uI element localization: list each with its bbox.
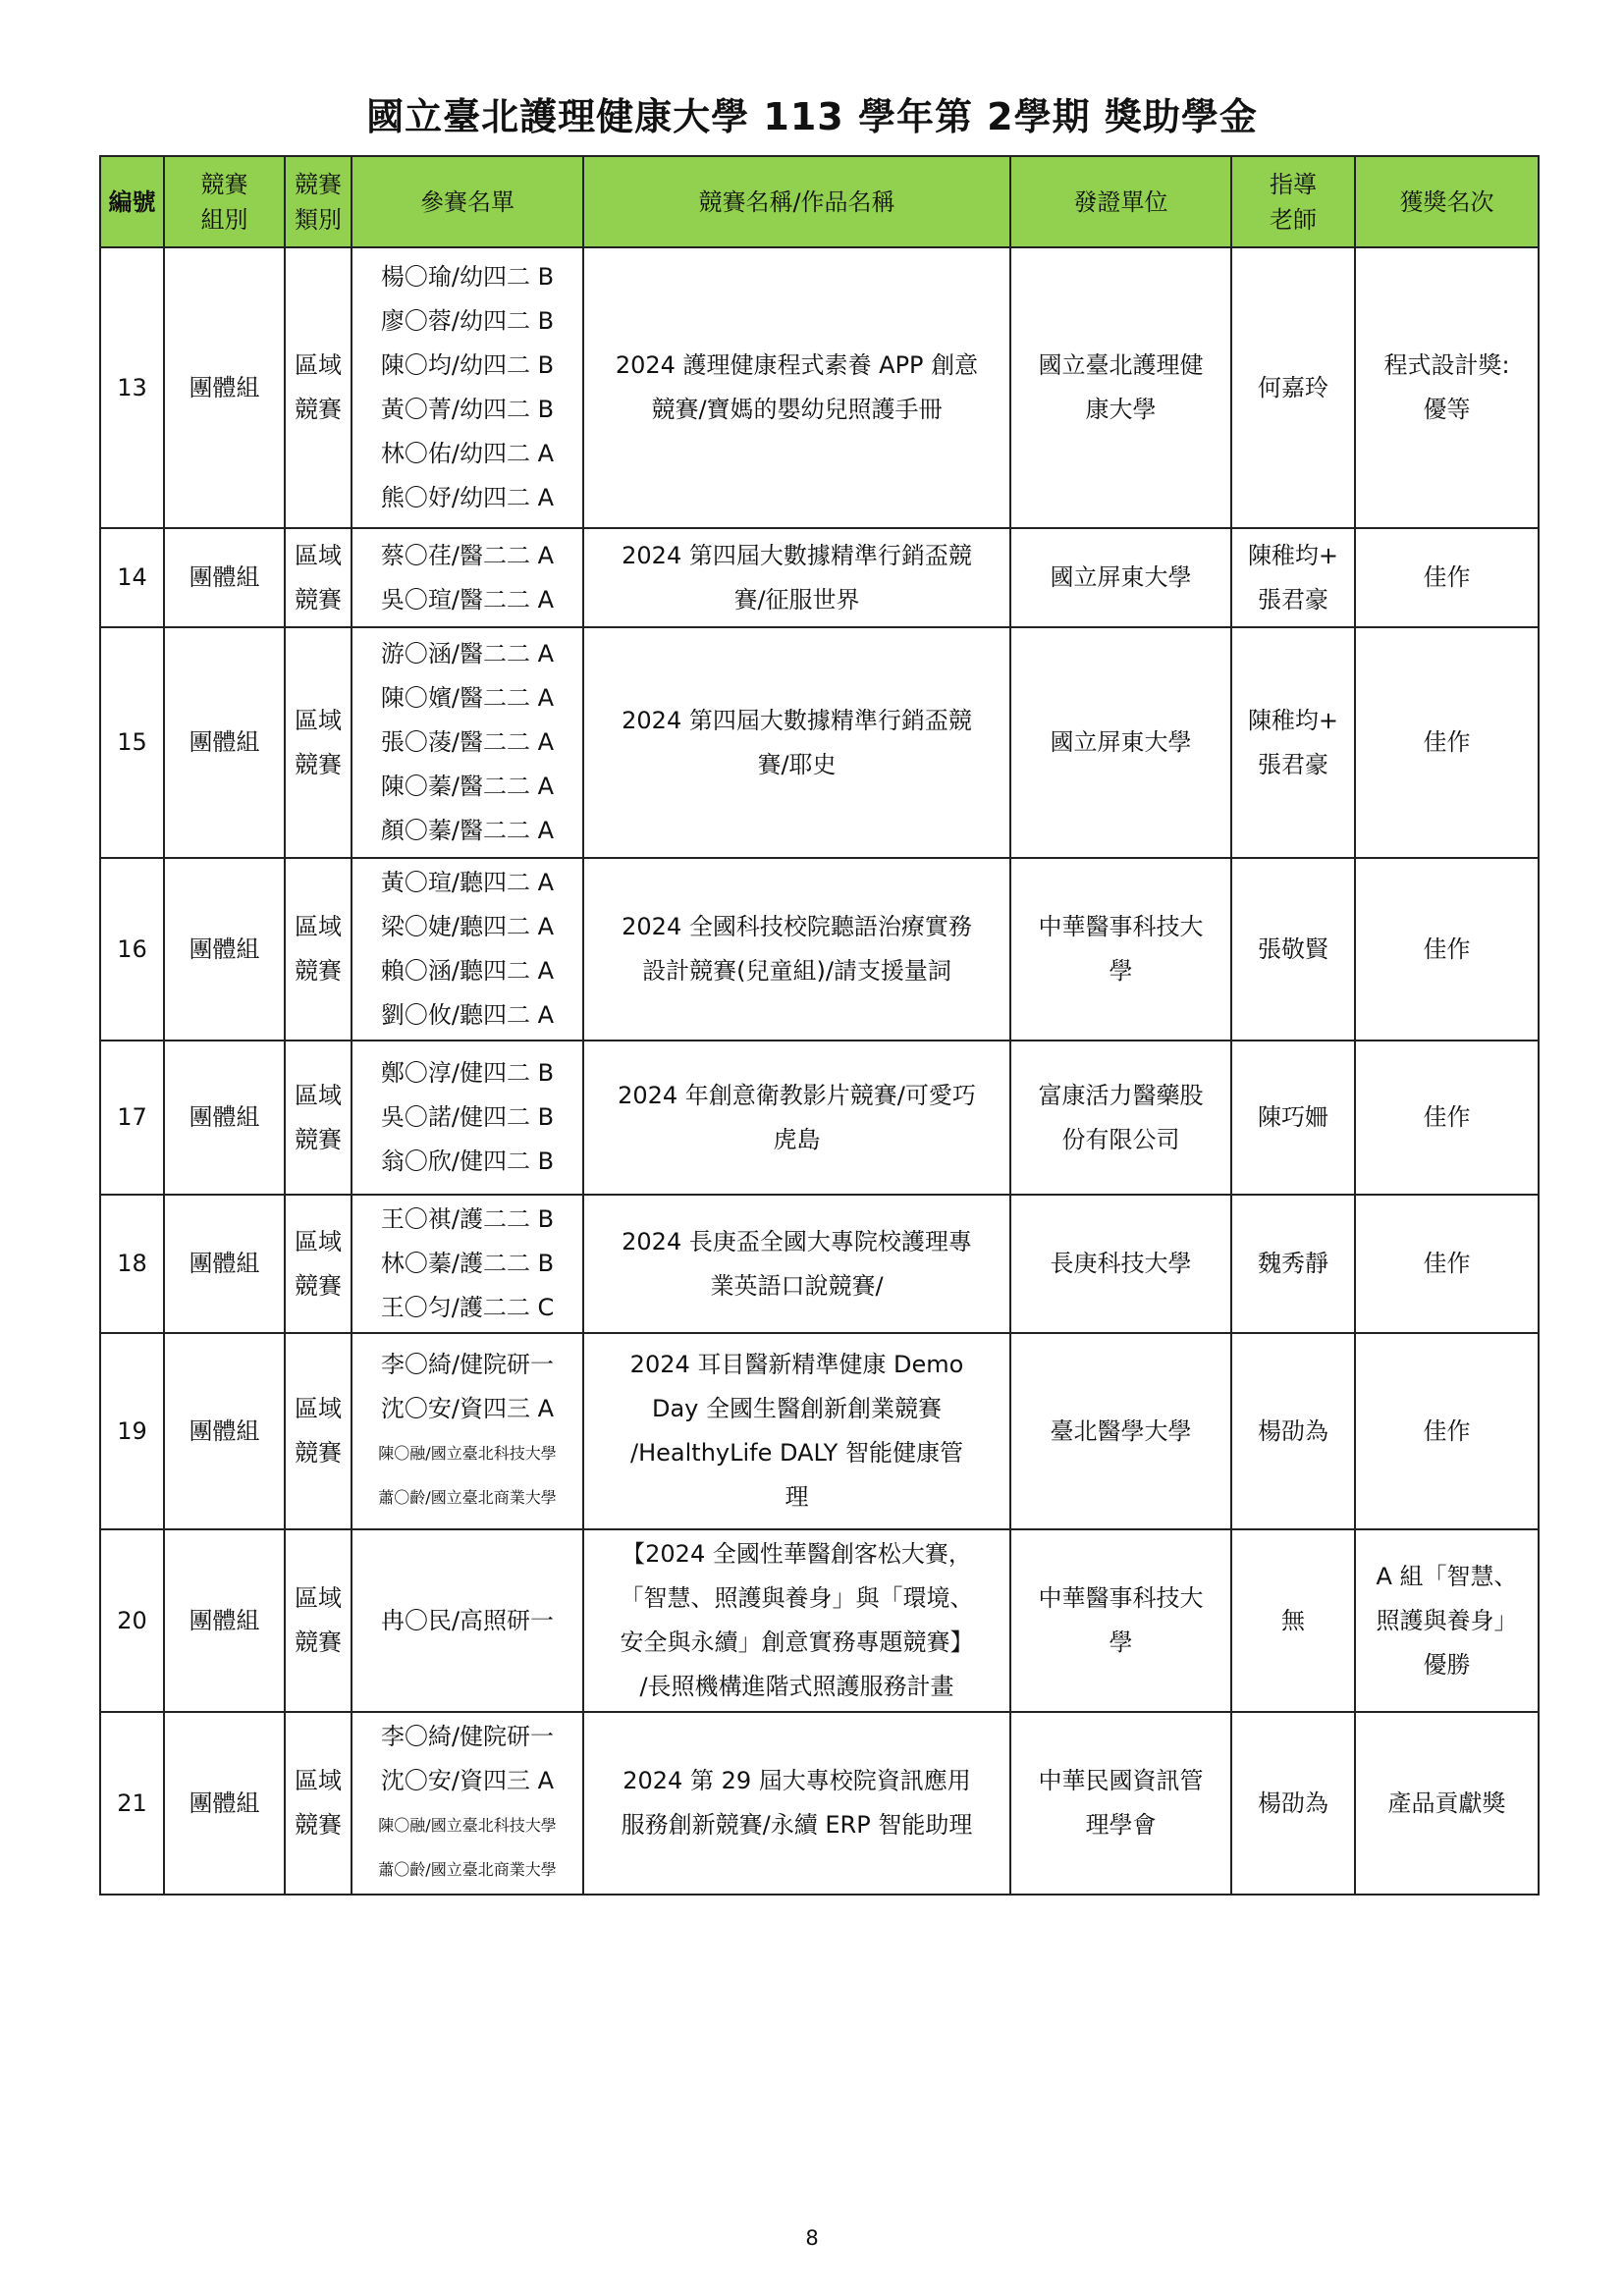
issuing-unit bbox=[1010, 627, 1231, 858]
contest-name bbox=[583, 1333, 1010, 1529]
competition-category bbox=[285, 1195, 352, 1333]
category-line: 競賽 bbox=[295, 1811, 342, 1839]
contest-name bbox=[583, 1529, 1010, 1712]
advisor-line: 楊劭為 bbox=[1258, 1789, 1328, 1817]
member-list bbox=[352, 1529, 583, 1712]
category-line: 競賽 bbox=[295, 750, 342, 778]
row-number: 20 bbox=[100, 1529, 164, 1712]
category-line: 區域 bbox=[295, 1584, 342, 1612]
table-row bbox=[100, 627, 1539, 858]
member-entry: 吳〇諾/健四二 B bbox=[380, 1103, 555, 1131]
advisor-line: 陳稚均+ bbox=[1247, 541, 1339, 569]
page-title: 國立臺北護理健康大學 113 學年第 2學期 獎助學金 bbox=[366, 95, 1258, 138]
competition-category bbox=[285, 627, 352, 858]
award-rank bbox=[1355, 627, 1539, 858]
award-line: A 組「智慧、 bbox=[1376, 1562, 1518, 1590]
contest-name bbox=[583, 247, 1010, 528]
contest-line: 業英語口說競賽/ bbox=[710, 1271, 884, 1300]
advisor bbox=[1231, 1529, 1355, 1712]
contest-line: 2024 第四屆大數據精準行銷盃競 bbox=[622, 541, 972, 569]
row-number: 15 bbox=[100, 627, 164, 858]
award-line: 佳作 bbox=[1423, 934, 1471, 963]
member-entry: 廖〇蓉/幼四二 B bbox=[380, 307, 555, 335]
competition-group: 團體組 bbox=[164, 858, 285, 1041]
advisor bbox=[1231, 1712, 1355, 1895]
category-line: 區域 bbox=[295, 1081, 342, 1109]
header-contest: 競賽名稱/作品名稱 bbox=[583, 156, 1010, 247]
issuing-unit bbox=[1010, 1195, 1231, 1333]
member-list bbox=[352, 1041, 583, 1195]
contest-line: 理 bbox=[785, 1483, 809, 1511]
award-rank bbox=[1355, 528, 1539, 627]
category-line: 競賽 bbox=[295, 585, 342, 614]
award-rank bbox=[1355, 858, 1539, 1041]
award-line: 佳作 bbox=[1423, 1250, 1471, 1277]
issuer-line: 富康活力醫藥股 bbox=[1038, 1081, 1204, 1109]
category-line: 競賽 bbox=[295, 957, 342, 985]
header-advisor: 指導 老師 bbox=[1231, 156, 1355, 247]
issuing-unit bbox=[1010, 247, 1231, 528]
competition-group: 團體組 bbox=[164, 1529, 285, 1712]
table-row bbox=[100, 1333, 1539, 1529]
category-line: 區域 bbox=[295, 1767, 342, 1794]
issuing-unit bbox=[1010, 528, 1231, 627]
member-list bbox=[352, 1195, 583, 1333]
issuer-line: 康大學 bbox=[1085, 396, 1157, 423]
advisor-line: 何嘉玲 bbox=[1258, 373, 1328, 401]
table-row bbox=[100, 1195, 1539, 1333]
table-row bbox=[100, 858, 1539, 1041]
member-entry: 冉〇民/高照研一 bbox=[380, 1606, 555, 1634]
member-entry: 王〇褀/護二二 B bbox=[380, 1205, 555, 1233]
header-award: 獲獎名次 bbox=[1355, 156, 1539, 247]
award-rank bbox=[1355, 247, 1539, 528]
contest-line: 安全與永續」創意實務專題競賽】 bbox=[620, 1629, 974, 1656]
member-entry: 翁〇欣/健四二 B bbox=[380, 1148, 555, 1175]
member-list bbox=[352, 627, 583, 858]
advisor-line: 魏秀靜 bbox=[1258, 1250, 1328, 1277]
issuing-unit bbox=[1010, 858, 1231, 1041]
contest-name bbox=[583, 528, 1010, 627]
competition-group: 團體組 bbox=[164, 247, 285, 528]
header-num: 編號 bbox=[100, 156, 164, 247]
award-rank bbox=[1355, 1195, 1539, 1333]
contest-line: /HealthyLife DALY 智能健康管 bbox=[630, 1439, 963, 1467]
award-line: 佳作 bbox=[1423, 728, 1471, 756]
member-entry: 陳〇蓁/醫二二 A bbox=[380, 773, 555, 800]
contest-line: 賽/耶史 bbox=[757, 750, 837, 778]
member-entry: 黃〇瑄/聽四二 A bbox=[380, 869, 555, 896]
member-entry: 熊〇妤/幼四二 A bbox=[380, 484, 555, 511]
issuer-line: 中華醫事科技大 bbox=[1038, 1584, 1204, 1612]
contest-line: 競賽/寶媽的嬰幼兒照護手冊 bbox=[651, 396, 943, 423]
member-list bbox=[352, 1712, 583, 1895]
contest-line: Day 全國生醫創新創業競賽 bbox=[651, 1395, 943, 1422]
contest-name bbox=[583, 858, 1010, 1041]
contest-line: 2024 護理健康程式素養 APP 創意 bbox=[615, 351, 979, 379]
table-row bbox=[100, 1529, 1539, 1712]
advisor-line: 張君豪 bbox=[1258, 585, 1328, 614]
category-line: 區域 bbox=[295, 541, 342, 569]
advisor-line: 楊劭為 bbox=[1258, 1416, 1328, 1445]
row-number: 21 bbox=[100, 1712, 164, 1895]
member-entry: 吳〇瑄/醫二二 A bbox=[380, 585, 555, 614]
competition-group: 團體組 bbox=[164, 1041, 285, 1195]
member-entry: 張〇蓤/醫二二 A bbox=[380, 728, 555, 756]
advisor bbox=[1231, 627, 1355, 858]
issuer-line: 國立屏東大學 bbox=[1050, 563, 1192, 591]
award-line: 優等 bbox=[1423, 396, 1471, 423]
advisor bbox=[1231, 1041, 1355, 1195]
member-entry: 劉〇攸/聽四二 A bbox=[380, 1001, 555, 1029]
award-line: 佳作 bbox=[1423, 1103, 1471, 1131]
table-row bbox=[100, 1041, 1539, 1195]
contest-line: /長照機構進階式照護服務計畫 bbox=[639, 1673, 954, 1700]
category-line: 競賽 bbox=[295, 396, 342, 423]
row-number: 16 bbox=[100, 858, 164, 1041]
competition-category bbox=[285, 1712, 352, 1895]
member-entry: 蕭〇齡/國立臺北商業大學 bbox=[378, 1860, 557, 1879]
competition-group: 團體組 bbox=[164, 528, 285, 627]
competition-category bbox=[285, 1041, 352, 1195]
issuer-line: 中華民國資訊管 bbox=[1038, 1767, 1204, 1794]
contest-line: 【2024 全國性華醫創客松大賽， bbox=[622, 1540, 972, 1568]
award-rank bbox=[1355, 1529, 1539, 1712]
issuing-unit bbox=[1010, 1529, 1231, 1712]
page-number: 8 bbox=[805, 2226, 819, 2250]
header-row bbox=[100, 156, 1539, 247]
contest-name bbox=[583, 1041, 1010, 1195]
award-rank bbox=[1355, 1041, 1539, 1195]
advisor-line: 無 bbox=[1281, 1606, 1305, 1634]
advisor-line: 陳稚均+ bbox=[1247, 706, 1339, 734]
category-line: 競賽 bbox=[295, 1125, 342, 1153]
advisor bbox=[1231, 858, 1355, 1041]
competition-group: 團體組 bbox=[164, 1195, 285, 1333]
member-entry: 蔡〇荏/醫二二 A bbox=[380, 541, 555, 569]
category-line: 區域 bbox=[295, 913, 342, 940]
member-entry: 梁〇婕/聽四二 A bbox=[380, 913, 555, 940]
awards-table bbox=[99, 155, 1540, 1896]
contest-line: 設計競賽(兒童組)/請支援量詞 bbox=[642, 957, 951, 985]
advisor-line: 張君豪 bbox=[1258, 750, 1328, 778]
member-entry: 陳〇嬪/醫二二 A bbox=[380, 684, 555, 712]
row-number: 14 bbox=[100, 528, 164, 627]
member-entry: 陳〇融/國立臺北科技大學 bbox=[378, 1816, 557, 1835]
table-row bbox=[100, 528, 1539, 627]
contest-line: 2024 耳目醫新精準健康 Demo bbox=[629, 1351, 964, 1378]
row-number: 18 bbox=[100, 1195, 164, 1333]
category-line: 區域 bbox=[295, 1227, 342, 1255]
table-row bbox=[100, 1712, 1539, 1895]
contest-line: 2024 長庚盃全國大專院校護理專 bbox=[622, 1227, 972, 1255]
award-rows bbox=[100, 247, 1539, 1895]
category-line: 區域 bbox=[295, 1395, 342, 1422]
competition-category bbox=[285, 858, 352, 1041]
advisor bbox=[1231, 528, 1355, 627]
member-entry: 陳〇融/國立臺北科技大學 bbox=[378, 1444, 557, 1463]
issuer-line: 理學會 bbox=[1085, 1811, 1157, 1839]
advisor bbox=[1231, 247, 1355, 528]
issuer-line: 學 bbox=[1109, 957, 1133, 985]
contest-line: 賽/征服世界 bbox=[733, 585, 860, 614]
member-entry: 沈〇安/資四三 A bbox=[380, 1395, 555, 1422]
advisor-line: 張敬賢 bbox=[1258, 934, 1328, 963]
header-group: 競賽 組別 bbox=[164, 156, 285, 247]
contest-line: 虎島 bbox=[773, 1125, 821, 1153]
contest-name bbox=[583, 627, 1010, 858]
competition-category bbox=[285, 247, 352, 528]
award-line: 程式設計獎: bbox=[1383, 351, 1510, 379]
member-entry: 游〇涵/醫二二 A bbox=[380, 640, 555, 667]
award-line: 產品貢獻獎 bbox=[1387, 1789, 1506, 1817]
member-entry: 賴〇涵/聽四二 A bbox=[380, 957, 555, 985]
header-category: 競賽 類別 bbox=[285, 156, 352, 247]
contest-line: 服務創新競賽/永續 ERP 智能助理 bbox=[621, 1811, 973, 1839]
contest-line: 2024 第四屆大數據精準行銷盃競 bbox=[622, 706, 972, 734]
member-entry: 黃〇菁/幼四二 B bbox=[380, 396, 555, 423]
member-entry: 林〇蓁/護二二 B bbox=[380, 1250, 555, 1277]
award-rank bbox=[1355, 1712, 1539, 1895]
header-members: 參賽名單 bbox=[352, 156, 583, 247]
row-number: 19 bbox=[100, 1333, 164, 1529]
member-entry: 顏〇蓁/醫二二 A bbox=[380, 817, 555, 844]
member-list bbox=[352, 528, 583, 627]
issuer-line: 國立臺北護理健 bbox=[1038, 351, 1204, 379]
member-entry: 蕭〇齡/國立臺北商業大學 bbox=[378, 1488, 557, 1507]
member-entry: 楊〇瑜/幼四二 B bbox=[380, 263, 555, 291]
contest-line: 「智慧、照護與養身」與「環境、 bbox=[620, 1584, 974, 1612]
member-entry: 王〇匀/護二二 C bbox=[380, 1294, 555, 1321]
competition-group: 團體組 bbox=[164, 1712, 285, 1895]
award-line: 佳作 bbox=[1423, 563, 1471, 591]
issuer-line: 長庚科技大學 bbox=[1050, 1250, 1192, 1277]
row-number: 13 bbox=[100, 247, 164, 528]
award-rank bbox=[1355, 1333, 1539, 1529]
contest-name bbox=[583, 1712, 1010, 1895]
contest-line: 2024 第 29 屆大專校院資訊應用 bbox=[623, 1767, 971, 1794]
member-entry: 沈〇安/資四三 A bbox=[380, 1767, 555, 1794]
category-line: 區域 bbox=[295, 351, 342, 379]
award-line: 優勝 bbox=[1423, 1650, 1471, 1679]
category-line: 區域 bbox=[295, 706, 342, 734]
category-line: 競賽 bbox=[295, 1439, 342, 1467]
category-line: 競賽 bbox=[295, 1629, 342, 1656]
competition-category bbox=[285, 528, 352, 627]
issuer-line: 中華醫事科技大 bbox=[1038, 913, 1204, 940]
member-entry: 李〇綺/健院研一 bbox=[380, 1723, 555, 1750]
issuing-unit bbox=[1010, 1041, 1231, 1195]
award-line: 佳作 bbox=[1423, 1416, 1471, 1445]
issuer-line: 臺北醫學大學 bbox=[1050, 1416, 1192, 1445]
row-number: 17 bbox=[100, 1041, 164, 1195]
category-line: 競賽 bbox=[295, 1271, 342, 1300]
member-list bbox=[352, 858, 583, 1041]
advisor bbox=[1231, 1333, 1355, 1529]
issuer-line: 國立屏東大學 bbox=[1050, 728, 1192, 756]
member-list bbox=[352, 1333, 583, 1529]
member-entry: 鄭〇淳/健四二 B bbox=[380, 1059, 555, 1087]
competition-category bbox=[285, 1529, 352, 1712]
member-list bbox=[352, 247, 583, 528]
competition-group: 團體組 bbox=[164, 627, 285, 858]
contest-line: 2024 年創意衛教影片競賽/可愛巧 bbox=[618, 1081, 976, 1109]
issuer-line: 學 bbox=[1109, 1629, 1133, 1656]
advisor-line: 陳巧姍 bbox=[1258, 1103, 1328, 1131]
member-entry: 李〇綺/健院研一 bbox=[380, 1351, 555, 1378]
table-row bbox=[100, 247, 1539, 528]
contest-line: 2024 全國科技校院聽語治療實務 bbox=[622, 913, 972, 940]
award-line: 照護與養身」 bbox=[1376, 1606, 1518, 1634]
member-entry: 陳〇均/幼四二 B bbox=[380, 351, 555, 379]
contest-name bbox=[583, 1195, 1010, 1333]
issuing-unit bbox=[1010, 1712, 1231, 1895]
competition-category bbox=[285, 1333, 352, 1529]
advisor bbox=[1231, 1195, 1355, 1333]
header-issuer: 發證單位 bbox=[1010, 156, 1231, 247]
issuer-line: 份有限公司 bbox=[1061, 1125, 1180, 1153]
member-entry: 林〇佑/幼四二 A bbox=[380, 440, 555, 467]
issuing-unit bbox=[1010, 1333, 1231, 1529]
competition-group: 團體組 bbox=[164, 1333, 285, 1529]
